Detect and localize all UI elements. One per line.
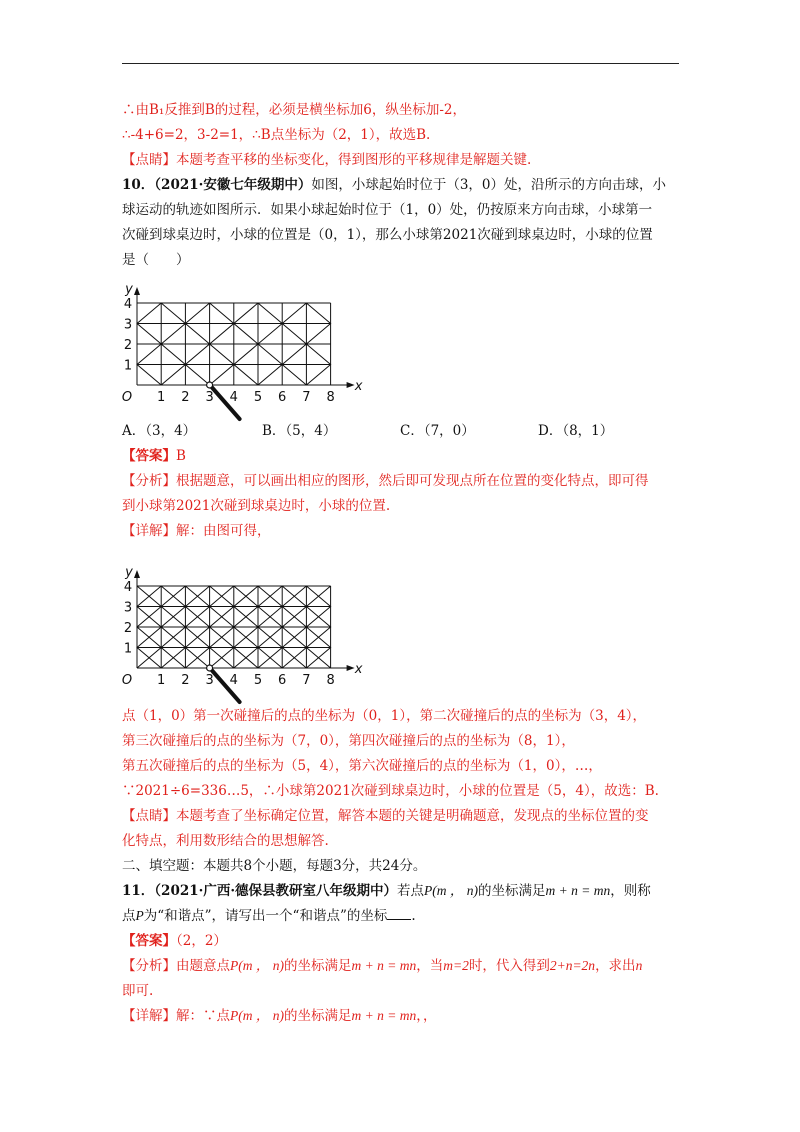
math-n: n xyxy=(635,958,643,973)
billiard-graph-question xyxy=(112,278,362,413)
x-tick-label: 1 xyxy=(157,390,166,405)
origin-label: O xyxy=(121,673,133,688)
text: 点 xyxy=(122,908,136,924)
text: ，当 xyxy=(416,958,444,974)
tag: 【点睛】 xyxy=(122,808,176,824)
tag: 【答案】 xyxy=(122,448,176,464)
text: 的坐标满足 xyxy=(478,883,546,899)
x-tick-label: 3 xyxy=(205,390,214,405)
math-mn: (m ， n) xyxy=(238,1008,284,1023)
tag: 【详解】 xyxy=(122,523,176,539)
analysis-line xyxy=(122,957,642,975)
text-line: 第三次碰撞后的点的坐标为（7，0），第四次碰撞后的点的坐标为（8，1）， xyxy=(122,733,575,749)
question-11 xyxy=(122,882,651,900)
question-text: 如图，小球起始时位于（3，0）处，沿所示的方向击球，小 xyxy=(311,177,667,193)
y-tick-label: 2 xyxy=(123,621,133,636)
section-heading: 二、填空题：本题共8个小题，每题3分，共24分。 xyxy=(122,858,427,874)
text: 时，代入得到 xyxy=(468,958,550,974)
math-mn: (m ， n) xyxy=(238,958,284,973)
option-b[interactable]: B．（5，4） xyxy=(262,423,337,439)
text-line: 次碰到球桌边时，小球的位置是（0，1），那么小球第2021次碰到球桌边时，小球的位置 xyxy=(122,227,653,243)
origin-label: O xyxy=(121,390,133,405)
math-p: P xyxy=(230,958,239,973)
text-line: 第五次碰撞后的点的坐标为（5，4），第六次碰撞后的点的坐标为（1，0），…， xyxy=(122,758,602,774)
comment-line xyxy=(122,807,649,825)
x-tick-label: 5 xyxy=(253,673,263,688)
text: 解：由图可得， xyxy=(176,523,271,539)
tag: 【分析】 xyxy=(122,958,176,974)
x-axis-label: x xyxy=(354,379,363,394)
text-line: 点（1，0）第一次碰撞后的点的坐标为（0，1），第二次碰撞后的点的坐标为（3，4）， xyxy=(122,708,647,724)
text: 本题考查平移的坐标变化，得到图形的平移规律是解题关键. xyxy=(176,152,532,168)
x-axis-arrow xyxy=(347,665,355,671)
y-axis-arrow xyxy=(134,287,140,295)
math-p: P xyxy=(424,883,433,898)
math-eq2: 2+n=2n xyxy=(549,958,596,973)
text-line: ∴由B₁反推到B的过程，必须是横坐标加6，纵坐标加-2， xyxy=(122,102,466,118)
x-tick-label: 7 xyxy=(302,673,311,688)
text-line: ∴-4+6=2，3-2=1，∴B点坐标为（2，1），故选B. xyxy=(122,127,431,143)
x-tick-label: 8 xyxy=(326,673,335,688)
answer-line xyxy=(122,447,186,465)
x-tick-label: 5 xyxy=(253,390,263,405)
x-tick-label: 7 xyxy=(302,390,311,405)
text: 本题考查了坐标确定位置，解答本题的关键是明确题意，发现点的坐标位置的变 xyxy=(176,808,649,824)
text: 解：∵点 xyxy=(176,1008,230,1024)
text: 的坐标满足 xyxy=(284,1008,352,1024)
x-tick-label: 2 xyxy=(181,673,190,688)
answer: B xyxy=(176,448,186,464)
math-eq: m + n = mn xyxy=(545,883,611,898)
text-line: 化特点，利用数形结合的思想解答. xyxy=(122,833,329,849)
question-number: 10． xyxy=(122,177,155,193)
x-tick-label: 3 xyxy=(205,673,214,688)
y-tick-label: 3 xyxy=(123,600,133,616)
answer: （2，2） xyxy=(176,933,227,949)
text-line: 点P为“和谐点”，请写出一个“和谐点”的坐标 . xyxy=(122,908,416,924)
y-axis-label: y xyxy=(125,282,133,297)
y-axis-arrow xyxy=(134,570,140,578)
x-tick-label: 6 xyxy=(278,673,287,688)
option-c[interactable]: C．（7，0） xyxy=(400,423,475,439)
math-p: P xyxy=(230,1008,239,1023)
option-a[interactable]: A．（3，4） xyxy=(122,423,197,439)
text: 的坐标满足 xyxy=(284,958,352,974)
y-tick-label: 4 xyxy=(123,297,133,312)
x-tick-label: 6 xyxy=(278,390,287,405)
ball-start-point xyxy=(207,382,213,388)
tag: 【答案】 xyxy=(122,933,176,949)
math-eq: m + n = mn xyxy=(351,958,417,973)
answer-blank[interactable] xyxy=(387,907,411,920)
y-tick-label: 3 xyxy=(123,317,133,333)
ball-start-point xyxy=(207,665,213,671)
y-tick-label: 1 xyxy=(123,358,133,374)
y-axis-label: y xyxy=(125,565,133,580)
math-m2: m=2 xyxy=(443,958,469,973)
math-p: P xyxy=(135,908,144,923)
header-rule xyxy=(122,63,679,64)
text-line: ∵2021÷6=336…5，∴小球第2021次碰到球桌边时，小球的位置是（5，4），故选：B. xyxy=(122,783,659,799)
math-mn: (m ， n) xyxy=(432,883,479,898)
text: ，求出 xyxy=(595,958,636,974)
text-line: 是（ ） xyxy=(122,252,190,268)
text: 若点 xyxy=(397,883,425,899)
billiard-graph-solution xyxy=(112,540,362,695)
option-d[interactable]: D．（8，1） xyxy=(538,423,614,439)
text-line xyxy=(122,151,531,169)
x-axis-label: x xyxy=(354,662,363,677)
detail-line xyxy=(122,1007,436,1025)
question-10 xyxy=(122,176,666,194)
y-tick-label: 1 xyxy=(123,641,133,657)
text-line: 即可. xyxy=(122,983,154,999)
analysis-line xyxy=(122,472,649,490)
x-tick-label: 2 xyxy=(181,390,190,405)
text: 由题意点 xyxy=(176,958,230,974)
text: ，， xyxy=(416,1008,437,1024)
question-source: （2021·广西·德保县教研室八年级期中） xyxy=(154,883,398,899)
question-number: 11． xyxy=(122,883,155,899)
text-line: 到小球第2021次碰到球桌边时，小球的位置. xyxy=(122,498,391,514)
text-line: 球运动的轨迹如图所示．如果小球起始时位于（1，0）处，仍按原来方向击球，小球第一 xyxy=(122,202,653,218)
x-axis-arrow xyxy=(347,382,355,388)
tag: 【分析】 xyxy=(122,473,176,489)
answer-line xyxy=(122,932,227,950)
y-tick-label: 2 xyxy=(123,338,133,353)
x-tick-label: 8 xyxy=(326,390,335,405)
math-eq: m + n = mn xyxy=(351,1008,417,1023)
tag: 【详解】 xyxy=(122,1008,176,1024)
x-tick-label: 4 xyxy=(229,390,238,405)
x-tick-label: 4 xyxy=(229,673,238,688)
text: 为“和谐点”，请写出一个“和谐点”的坐标 xyxy=(143,908,388,924)
tag: 【点睛】 xyxy=(122,152,176,168)
y-tick-label: 4 xyxy=(123,580,133,595)
detail-line xyxy=(122,522,271,540)
question-source: （2021·安徽七年级期中） xyxy=(154,177,312,193)
text: 根据题意，可以画出相应的图形，然后即可发现点所在位置的变化特点，即可得 xyxy=(176,473,649,489)
text: ，则称 xyxy=(610,883,651,899)
x-tick-label: 1 xyxy=(157,673,166,688)
